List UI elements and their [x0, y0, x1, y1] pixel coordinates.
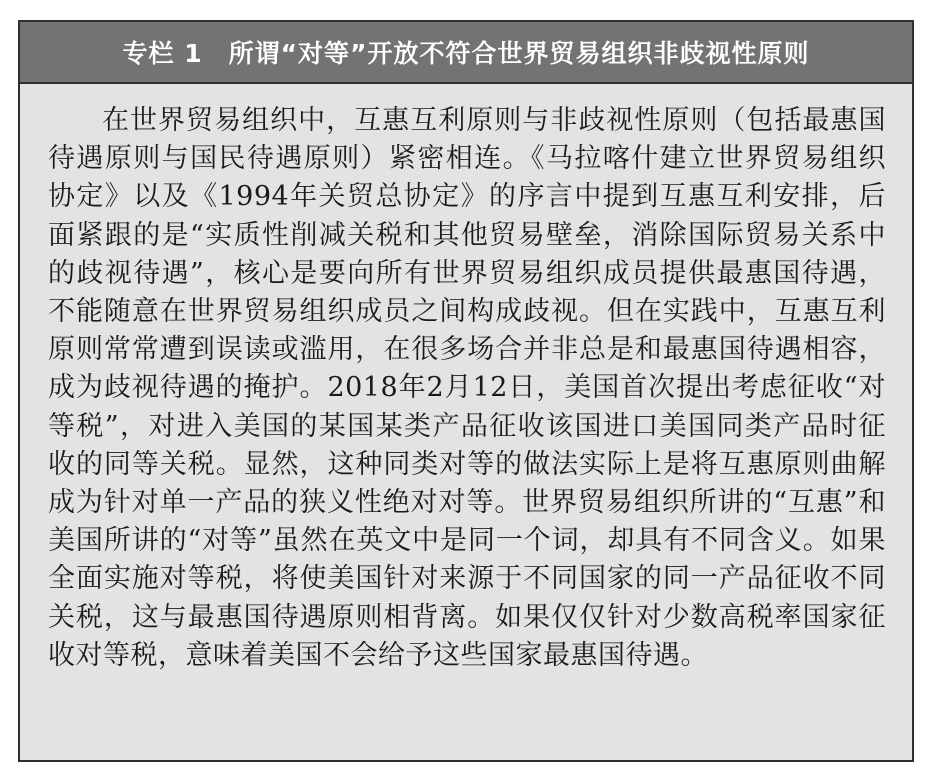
- box-title-bar: [20, 22, 912, 84]
- box-title: 专栏 1 所谓“对等”开放不符合世界贸易组织非歧视性原则: [122, 39, 810, 68]
- box-body-paragraph: 在世界贸易组织中，互惠互利原则与非歧视性原则（包括最惠国待遇原则与国民待遇原则）紧密相连。《马拉喀什建立世界贸易组织协定》以及《1994年关贸总协定》的序言中提到互惠互利安排，后面紧跟的是“实质性削减关税和其他贸易壁垒，消除国际贸易关系中的歧视待遇”，核心是要向所有世界贸易组织成员提供最惠国待遇，不能随意在世界贸易组织成员之间构成歧视。但在实践中，互惠互利原则常常遭到误读或滥用，在很多场合并非总是和最惠国待遇相容，成为歧视待遇的掩护。2018年2月12日，美国首次提出考虑征收“对等税”，对进入美国的某国某类产品征收该国进口美国同类产品时征收的同等关税。显然，这种同类对等的做法实际上是将互惠原则曲解成为针对单一产品的狭义性绝对对等。世界贸易组织所讲的“互惠”和美国所讲的“对等”虽然在英文中是同一个词，却具有不同含义。如果全面实施对等税，将使美国针对来源于不同国家的同一产品征收不同关税，这与最惠国待遇原则相背离。如果仅仅针对少数高税率国家征收对等税，意味着美国不会给予这些国家最惠国待遇。: [48, 105, 886, 671]
- sidebar-box: [18, 20, 914, 762]
